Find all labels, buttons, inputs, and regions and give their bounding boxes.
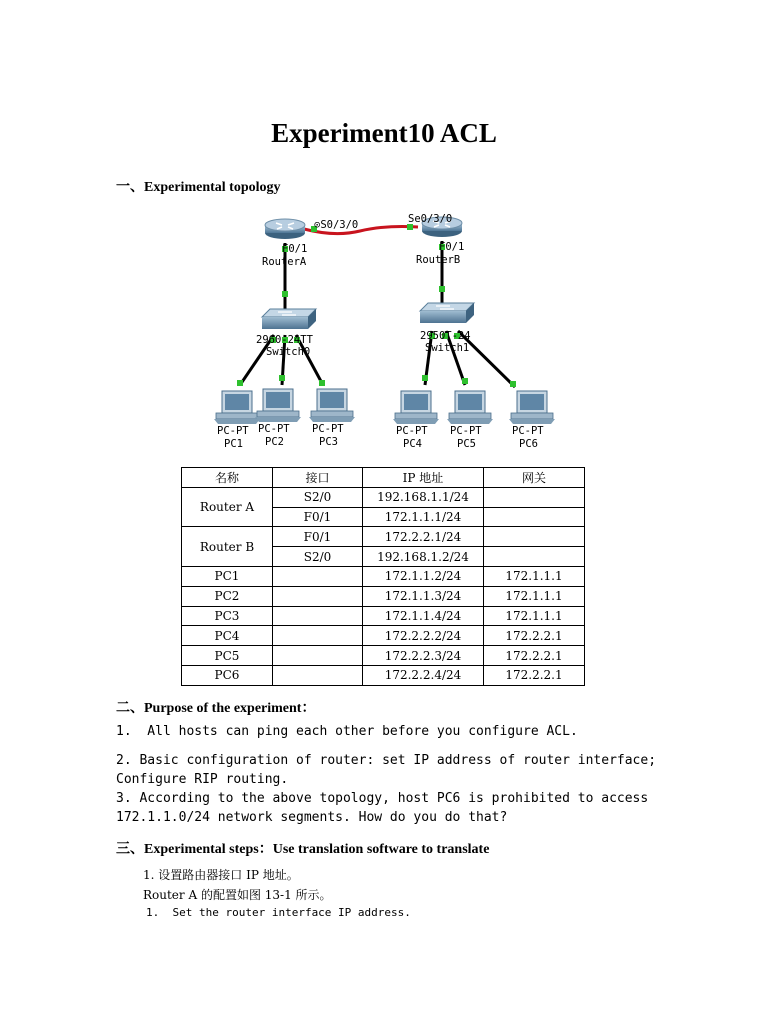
switch1-icon [420,303,474,323]
table-cell [484,507,585,527]
purpose-line-3: Configure RIP routing. [116,772,289,787]
pc-icon [509,391,555,424]
table-cell: Router A [182,487,273,527]
pc-icon [447,391,493,424]
table-cell: PC6 [182,665,273,685]
table-cell: 172.2.2.1/24 [363,527,484,547]
table-row [182,586,585,606]
table-cell: PC1 [182,566,273,586]
purpose-line-1: 1. All hosts can ping each other before you configure ACL. [116,724,578,739]
table-cell [484,547,585,567]
table-cell: 192.168.1.1/24 [363,487,484,507]
table-cell: S2/0 [273,487,363,507]
label-routerB-fe: F0/1 [439,241,465,253]
pc-icon [255,389,301,422]
table-cell [484,487,585,507]
label-switch0-model: 2960-24TT [256,334,313,346]
table-row [182,626,585,646]
table-cell [273,566,363,586]
pc-type-label: PC-PT [396,425,428,437]
table-cell [273,586,363,606]
label-switch0-name: Switch0 [266,346,311,358]
table-cell: 网关 [484,468,585,488]
label-routerA-name: RouterA [262,256,307,268]
table-cell: PC3 [182,606,273,626]
pc-icon [393,391,439,424]
table-cell: 172.2.2.2/24 [363,626,484,646]
pc-type-label: PC-PT [512,425,544,437]
table-row [182,487,585,507]
table-cell: 172.2.2.1 [484,646,585,666]
table-cell: 192.168.1.2/24 [363,547,484,567]
table-cell [484,527,585,547]
table-cell: 172.1.1.1 [484,586,585,606]
pc-name-label: PC6 [519,438,538,450]
table-row [182,566,585,586]
label-routerB-name: RouterB [416,254,461,266]
table-header-row [182,468,585,488]
pc-type-label: PC-PT [258,423,290,435]
purpose-line-2: 2. Basic configuration of router: set IP address of router interface; [116,753,657,768]
table-cell: 172.1.1.1/24 [363,507,484,527]
step-line-1: 1. 设置路由器接口 IP 地址。 [143,868,299,882]
pc-name-label: PC4 [403,438,422,450]
network-topology-diagram [190,205,590,455]
pc-name-label: PC3 [319,436,338,448]
page-title: Experiment10 ACL [271,118,497,148]
label-switch1-name: Switch1 [425,342,470,354]
table-cell: PC2 [182,586,273,606]
table-cell: 172.2.2.4/24 [363,665,484,685]
step-line-3: 1. Set the router interface IP address. [146,906,411,919]
section-heading-steps: 三、Experimental steps：Use translation software to translate [116,842,490,857]
table-cell: Router B [182,527,273,567]
pc-name-label: PC2 [265,436,284,448]
table-cell: 172.1.1.1 [484,566,585,586]
table-cell [273,646,363,666]
pc-type-label: PC-PT [312,423,344,435]
purpose-line-5: 172.1.1.0/24 network segments. How do you do that? [116,810,508,825]
pc-labels [217,423,544,450]
pc-icon [214,391,260,424]
table-cell: S2/0 [273,547,363,567]
table-cell [273,606,363,626]
port-indicators [237,224,516,387]
label-routerA-fe: F0/1 [282,243,308,255]
switch0-icon [262,309,316,329]
table-cell [273,665,363,685]
table-cell [273,626,363,646]
router-a-icon [265,219,305,239]
address-table [181,467,585,686]
purpose-line-4: 3. According to the above topology, host PC6 is prohibited to access [116,791,649,806]
table-cell: 172.1.1.4/24 [363,606,484,626]
table-cell: IP 地址 [363,468,484,488]
label-switch1-model: 2950T-24 [420,330,471,342]
table-row [182,527,585,547]
section-heading-topology: 一、Experimental topology [116,180,281,195]
table-cell: F0/1 [273,507,363,527]
table-cell: PC5 [182,646,273,666]
table-row [182,646,585,666]
table-cell: 172.2.2.1 [484,665,585,685]
label-routerB-serial: Se0/3/0 [408,213,453,225]
table-cell: 172.2.2.1 [484,626,585,646]
label-routerA-serial: ⊙S0/3/0 [314,219,359,231]
table-cell: 172.1.1.3/24 [363,586,484,606]
pc-name-label: PC5 [457,438,476,450]
table-cell: F0/1 [273,527,363,547]
table-cell: 接口 [273,468,363,488]
table-cell: 172.1.1.1 [484,606,585,626]
step-line-2: Router A 的配置如图 13-1 所示。 [143,888,332,902]
table-cell: PC4 [182,626,273,646]
table-row [182,665,585,685]
table-cell: 172.1.1.2/24 [363,566,484,586]
pc-icon [309,389,355,422]
table-row [182,606,585,626]
pc-icons [214,389,555,424]
pc-type-label: PC-PT [450,425,482,437]
table-cell: 172.2.2.3/24 [363,646,484,666]
section-heading-purpose: 二、Purpose of the experiment： [116,701,316,716]
table-cell: 名称 [182,468,273,488]
pc-type-label: PC-PT [217,425,249,437]
pc-name-label: PC1 [224,438,243,450]
